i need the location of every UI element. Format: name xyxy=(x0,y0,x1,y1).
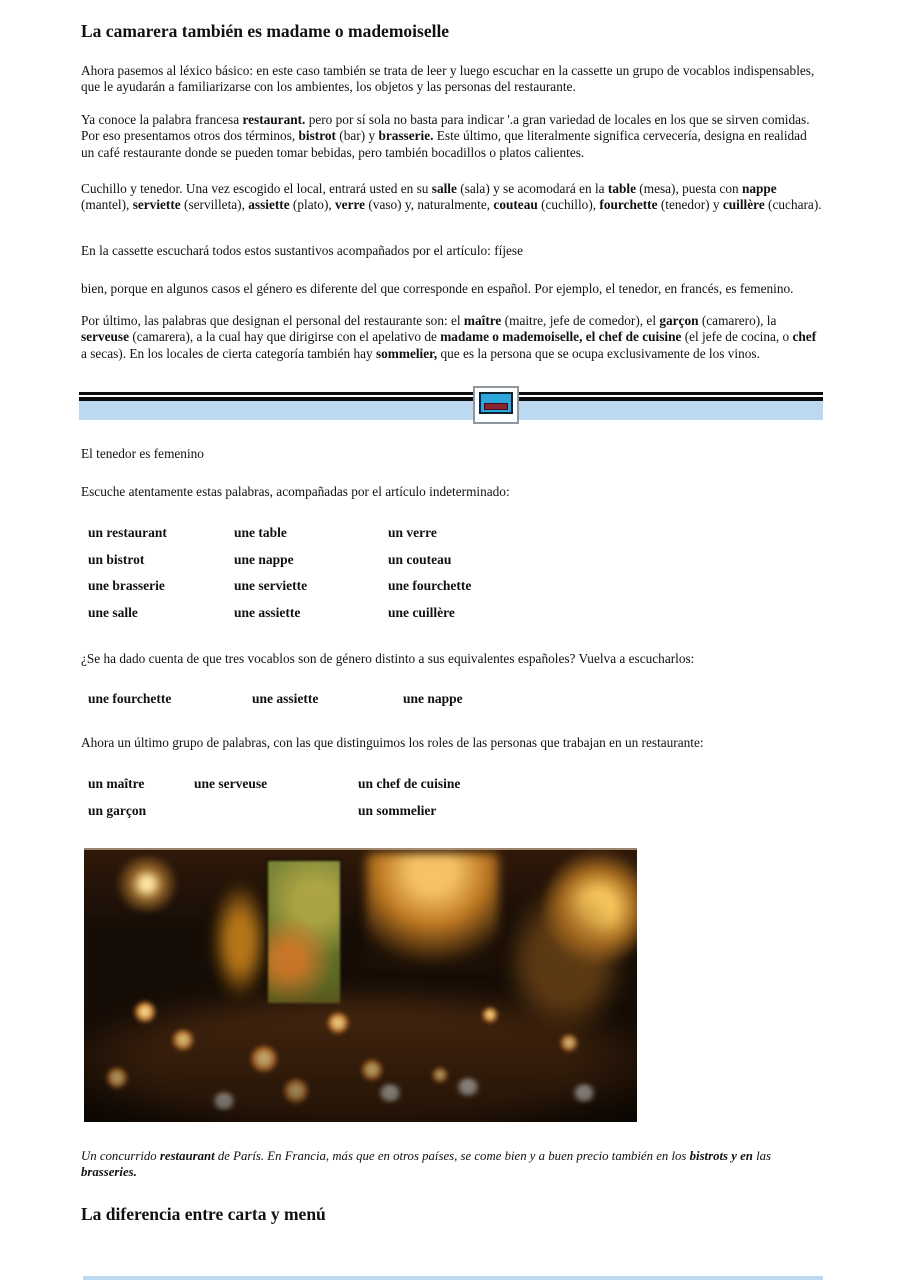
next-section-band-edge xyxy=(83,1276,823,1280)
gender-words-row xyxy=(88,691,823,718)
vocab-cell: un sommelier xyxy=(358,802,437,818)
restaurant-types-paragraph: Ya conoce la palabra francesa restaurant. pero por sí sola no basta para indicar '.a gran variedad de locales en los que se sirven comidas. Por eso presentamos otros dos términos, bistrot (bar) y brasserie. Este último, que literalmente significa cervecería, designa en realidad un café restaurante donde se pueden tomar bebidas, pero también bocadillos o platos calientes. xyxy=(81,112,810,160)
cassette-slot xyxy=(484,403,508,410)
vocab-cell: un chef de cuisine xyxy=(358,776,461,791)
vocab-cell xyxy=(194,803,358,830)
vocab-cell: une brasserie xyxy=(88,578,165,594)
vocab-cell: un restaurant xyxy=(88,525,167,540)
section-subtitle: El tenedor es femenino xyxy=(81,446,204,461)
photo-lit-mirror xyxy=(366,853,499,968)
table-setting-paragraph: Cuchillo y tenedor. Una vez escogido el local, entrará usted en su salle (sala) y se acomodará en la table (mesa), puesta con nappe (mantel), serviette (servilleta), assiette (plato), verre (vaso) y, naturalmente, couteau (cuchillo), fourchette (tenedor) y cuillère (cuchara). xyxy=(81,181,822,213)
listening-instruction: Escuche atentamente estas palabras, acompañadas por el artículo indeterminado: xyxy=(81,484,510,499)
cassette-screen xyxy=(479,392,513,414)
vocab-cell: une nappe xyxy=(234,551,294,567)
vocab-cell: une serviette xyxy=(234,578,308,594)
roles-table xyxy=(88,776,823,829)
vocab-cell: une nappe xyxy=(403,691,463,706)
photo-ceiling-lamp xyxy=(112,856,182,912)
gender-question: ¿Se ha dado cuenta de que tres vocablos son de género distinto a sus equivalentes españoles? Vuelva a escucharlos: xyxy=(81,651,695,666)
cassette-icon xyxy=(473,386,519,424)
vocab-cell: une assiette xyxy=(234,604,301,620)
staff-paragraph: Por último, las palabras que designan el personal del restaurante son: el maître (maitre, jefe de comedor), el garçon (camarero), la serveuse (camarera), a la cual hay que dirigirse con el apelativo de madame o mademoiselle, el chef de cuisine (el jefe de cocina, o chef a secas). En los locales de cierta categoría también hay sommelier, que es la persona que se ocupa exclusivamente de los vinos. xyxy=(81,313,817,361)
vocab-cell: une assiette xyxy=(252,691,319,706)
vocab-cell: une salle xyxy=(88,604,138,620)
vocab-cell: une table xyxy=(234,525,287,540)
vocab-cell: un couteau xyxy=(388,551,452,567)
roles-intro: Ahora un último grupo de palabras, con las que distinguimos los roles de las personas que trabajan en un restaurante: xyxy=(81,735,704,750)
page-title: La camarera también es madame o mademoiselle xyxy=(81,21,450,41)
divider-blue-band xyxy=(79,401,823,420)
cassette-note-paragraph: En la cassette escuchará todos estos sustantivos acompañados por el artículo: fíjese xyxy=(81,243,523,258)
next-section-title: La diferencia entre carta y menú xyxy=(81,1204,326,1224)
gender-note-paragraph: bien, porque en algunos casos el género es diferente del que corresponde en español. Por ejemplo, el tenedor, en francés, es femenino. xyxy=(81,281,794,296)
photo-top-edge xyxy=(84,848,637,850)
vocab-cell: une serveuse xyxy=(194,776,268,791)
photo-caption: Un concurrido restaurant de París. En Francia, más que en otros países, se come bien y a buen precio también en los bistrots y en las brasseries. xyxy=(81,1149,772,1179)
vocab-table xyxy=(88,525,823,631)
vocab-cell: un bistrot xyxy=(88,551,145,567)
vocab-cell: une cuillère xyxy=(388,604,455,620)
audio-divider-band xyxy=(79,392,823,420)
vocab-cell: une fourchette xyxy=(88,691,172,706)
vocab-cell: une fourchette xyxy=(388,578,472,594)
photo-vignette xyxy=(84,999,637,1122)
intro-paragraph: Ahora pasemos al léxico básico: en este caso también se trata de leer y luego escuchar en la cassette un grupo de vocablos indispensables, que le ayudarán a familiarizarse con los ambientes, los objetos y las personas del restaurante. xyxy=(81,63,815,95)
vocab-cell: un garçon xyxy=(88,802,147,818)
vocab-cell: un maître xyxy=(88,776,145,791)
vocab-cell: un verre xyxy=(388,525,437,540)
restaurant-photo xyxy=(84,848,637,1122)
photo-stained-glass-panel xyxy=(266,859,342,1005)
photo-wall-sconce xyxy=(211,881,269,1001)
